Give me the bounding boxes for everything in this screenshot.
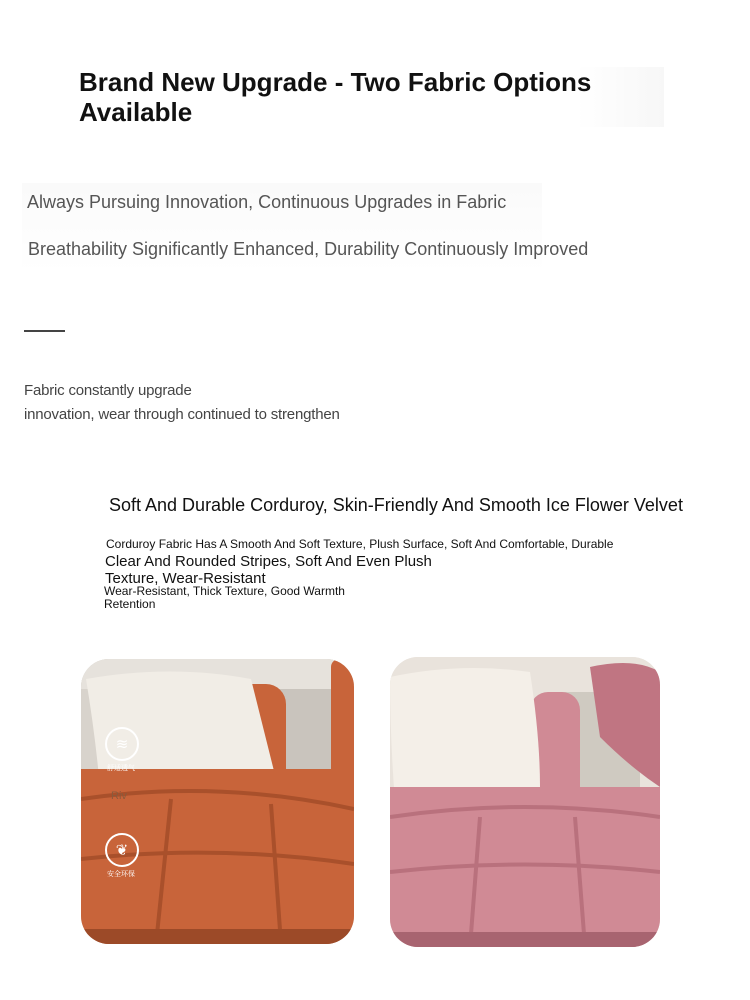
intro-line-1: Always Pursuing Innovation, Continuous Upgrades in Fabric [27,192,507,212]
fabric-description-3: Wear-Resistant, Thick Texture, Good Warmth Retention [104,584,345,611]
page-title: Brand New Upgrade - Two Fabric Options Available [79,67,664,127]
intro-line-2: Breathability Significantly Enhanced, Durability Continuously Improved [28,239,589,259]
corduroy-sofa-photo [81,659,354,944]
fabric-description-2: Clear And Rounded Stripes, Soft And Even Plush Texture, Wear-Resistant [105,553,432,587]
velvet-sofa-photo [390,657,660,947]
breathable-icon: ≋ [105,727,139,761]
eco-leaf-icon: ❦ [105,833,139,867]
english-tagline-1: Fabric constantly upgrade [24,382,192,399]
eco-caption: 安全环保 [107,871,135,878]
velvet-sofa-illustration [390,657,660,947]
english-tagline-2: innovation, wear through continued to strengthen [24,406,340,423]
breathable-caption: 舒适透气 [107,765,135,772]
divider-dash [24,330,65,332]
fabric-description-1: Corduroy Fabric Has A Smooth And Soft Texture, Plush Surface, Soft And Comfortable, Durable [106,537,614,551]
brand-badge: Riv [111,790,127,802]
fabric-section-title: Soft And Durable Corduroy, Skin-Friendly And Smooth Ice Flower Velvet [109,495,683,515]
